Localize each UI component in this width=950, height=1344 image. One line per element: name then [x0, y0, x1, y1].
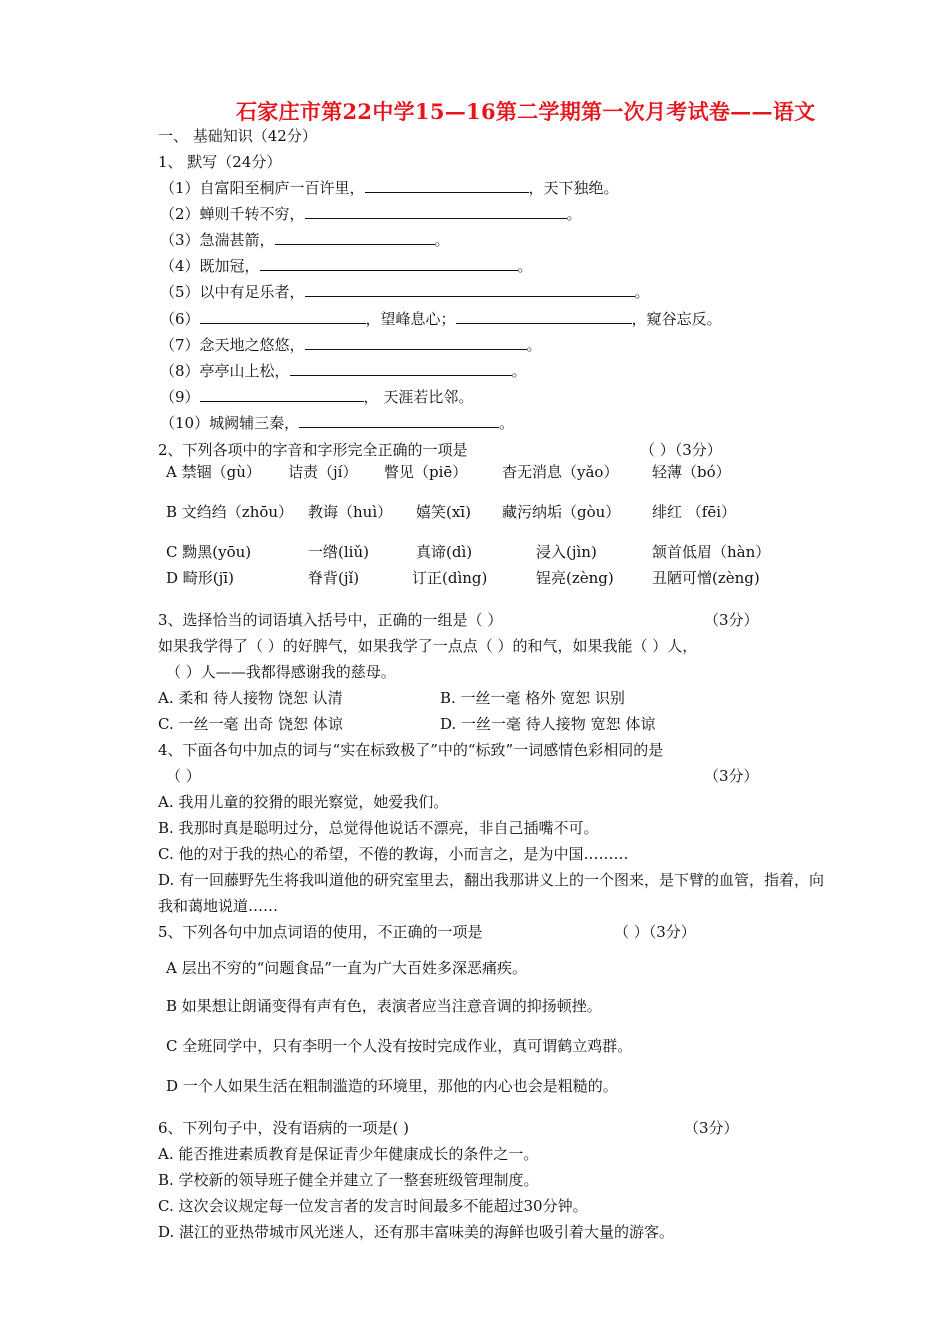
text: 诘责（jí）	[288, 463, 358, 481]
text: （2）蝉则千转不穷，	[160, 205, 305, 223]
text: 真谛(dì)	[416, 543, 473, 561]
text: （4）既加冠，	[160, 257, 260, 275]
text: （10）城阙辅三秦，	[160, 414, 300, 432]
answer-blank[interactable]	[200, 309, 366, 324]
text: ，天下独绝。	[528, 179, 619, 197]
text: ，窥谷忘反。	[631, 310, 722, 328]
text: 嬉笑(xī)	[416, 503, 471, 521]
q6-option-d[interactable]: D. 湛江的亚热带城市风光迷人，还有那丰富味美的海鲜也吸引着大量的游客。	[158, 1223, 675, 1241]
answer-blank[interactable]	[275, 230, 435, 245]
q4-option-c[interactable]: C. 他的对于我的热心的希望，不倦的教诲，小而言之，是为中国………	[158, 845, 629, 863]
text: 藏污纳垢（gòu）	[502, 503, 621, 521]
answer-blank[interactable]	[305, 204, 567, 219]
q1-item-3	[160, 230, 450, 250]
q1-item-8	[160, 361, 527, 381]
text: （3）急湍甚箭，	[160, 231, 275, 249]
q6-option-c[interactable]: C. 这次会议规定每一位发言者的发言时间最多不能超过30分钟。	[158, 1197, 588, 1215]
answer-blank[interactable]	[365, 178, 529, 193]
q1-item-4	[160, 256, 533, 276]
answer-blank[interactable]	[299, 413, 499, 428]
exam-title: 石家庄市第22中学15—16第二学期第一次月考试卷——语文	[236, 99, 816, 124]
q3-score: （3分）	[704, 611, 759, 629]
q3-stem: 3、选择恰当的词语填入括号中，正确的一组是（ ）	[158, 611, 503, 629]
q1-item-1	[160, 178, 619, 198]
text: ， 天涯若比邻。	[363, 388, 474, 406]
q4-option-b[interactable]: B. 我那时真是聪明过分，总觉得他说话不漂亮，非自己插嘴不可。	[158, 819, 599, 837]
text: 教诲（huì）	[308, 503, 393, 521]
q4-score: （3分）	[704, 767, 759, 785]
text: 杳无消息（yǎo）	[502, 463, 619, 481]
q5-stem: 5、下列各句中加点词语的使用，不正确的一项是	[158, 923, 483, 941]
q1-heading: 1、 默写（24分）	[158, 153, 282, 171]
section-heading: 一、 基础知识（42分）	[158, 127, 317, 145]
q1-item-10	[160, 413, 514, 433]
q5-option-d[interactable]: D 一个人如果生活在粗制滥造的环境里，那他的内心也会是粗糙的。	[166, 1077, 618, 1095]
text: 订正(dìng)	[412, 569, 488, 587]
q6-score: （3分）	[684, 1119, 739, 1137]
answer-blank[interactable]	[305, 335, 527, 350]
q3-option-d[interactable]: D. 一丝一毫 待人接物 宽恕 体谅	[440, 715, 656, 733]
text: 。	[499, 414, 515, 432]
text: （5）以中有足乐者，	[160, 283, 305, 301]
text: 。	[566, 205, 582, 223]
text: （8）亭亭山上松，	[160, 362, 290, 380]
text: （9）	[160, 388, 200, 406]
q3-option-b[interactable]: B. 一丝一毫 格外 宽恕 识别	[440, 689, 625, 707]
text: 。	[526, 336, 542, 354]
text: A 禁锢（gù）	[166, 463, 261, 481]
text: 瞥见（piē）	[384, 463, 468, 481]
answer-blank[interactable]	[456, 309, 632, 324]
q4-answer-paren[interactable]: （ ）	[166, 767, 201, 785]
text: （7）念天地之悠悠，	[160, 336, 305, 354]
answer-blank[interactable]	[200, 387, 364, 402]
q4-option-d-line-1[interactable]: D. 有一回藤野先生将我叫道他的研究室里去，翻出我那讲义上的一个图来，是下臂的血管，指着，向	[158, 871, 825, 889]
q6-option-b[interactable]: B. 学校新的领导班子健全并建立了一整套班级管理制度。	[158, 1171, 539, 1189]
text: （6）	[160, 310, 200, 328]
text: （1）自富阳至桐庐一百许里，	[160, 179, 365, 197]
answer-blank[interactable]	[290, 361, 512, 376]
text: 。	[634, 283, 650, 301]
q1-item-9	[160, 387, 473, 407]
text: 丑陋可憎(zèng)	[652, 569, 760, 587]
q1-item-7	[160, 335, 542, 355]
text: 。	[434, 231, 450, 249]
q2-stem: 2、下列各项中的字音和字形完全正确的一项是	[158, 441, 468, 459]
q5-option-a[interactable]: A 层出不穷的“问题食品”一直为广大百姓多深恶痛疾。	[166, 959, 527, 977]
q3-passage-line-1: 如果我学得了（ ）的好脾气，如果我学了一点点（ ）的和气，如果我能（ ）人，	[158, 637, 698, 655]
q3-option-c[interactable]: C. 一丝一毫 出奇 饶恕 体谅	[158, 715, 343, 733]
q1-item-5	[160, 282, 650, 302]
q6-option-a[interactable]: A. 能否推进素质教育是保证青少年健康成长的条件之一。	[158, 1145, 539, 1163]
q4-option-a[interactable]: A. 我用儿童的狡猾的眼光察觉，她爱我们。	[158, 793, 449, 811]
text: 浸入(jìn)	[536, 543, 597, 561]
q3-option-a[interactable]: A. 柔和 待人接物 饶恕 认清	[158, 689, 343, 707]
text: 。	[517, 257, 533, 275]
q6-stem: 6、下列句子中，没有语病的一项是( )	[158, 1119, 410, 1137]
text: 绯红 （fēi）	[652, 503, 736, 521]
text: D 畸形(jī)	[166, 569, 234, 587]
text: 锃亮(zèng)	[536, 569, 614, 587]
text: 。	[511, 362, 527, 380]
text: B 文绉绉（zhōu）	[166, 503, 294, 521]
text: 颔首低眉（hàn）	[652, 543, 771, 561]
q5-option-b[interactable]: B 如果想让朗诵变得有声有色，表演者应当注意音调的抑扬顿挫。	[166, 997, 602, 1015]
q5-option-c[interactable]: C 全班同学中，只有李明一个人没有按时完成作业，真可谓鹤立鸡群。	[166, 1037, 633, 1055]
q3-passage-line-2: （ ）人——我都得感谢我的慈母。	[166, 663, 396, 681]
answer-blank[interactable]	[260, 256, 518, 271]
text: 一绺(liǔ)	[308, 543, 369, 561]
answer-blank[interactable]	[305, 282, 635, 297]
text: ，望峰息心；	[365, 310, 456, 328]
q5-answer-paren[interactable]: （ ）（3分）	[614, 923, 696, 941]
text: 轻薄（bó）	[652, 463, 731, 481]
q1-item-6	[160, 309, 722, 329]
q1-item-2	[160, 204, 582, 224]
q4-stem: 4、下面各句中加点的词与“实在标致极了”中的“标致”一词感情色彩相同的是	[158, 741, 664, 759]
q2-answer-paren[interactable]: （ ）（3分）	[640, 441, 722, 459]
text: C 黝黑(yōu)	[166, 543, 252, 561]
q4-option-d-line-2[interactable]: 我和蔼地说道……	[158, 897, 279, 915]
text: 脊背(jǐ)	[308, 569, 360, 587]
